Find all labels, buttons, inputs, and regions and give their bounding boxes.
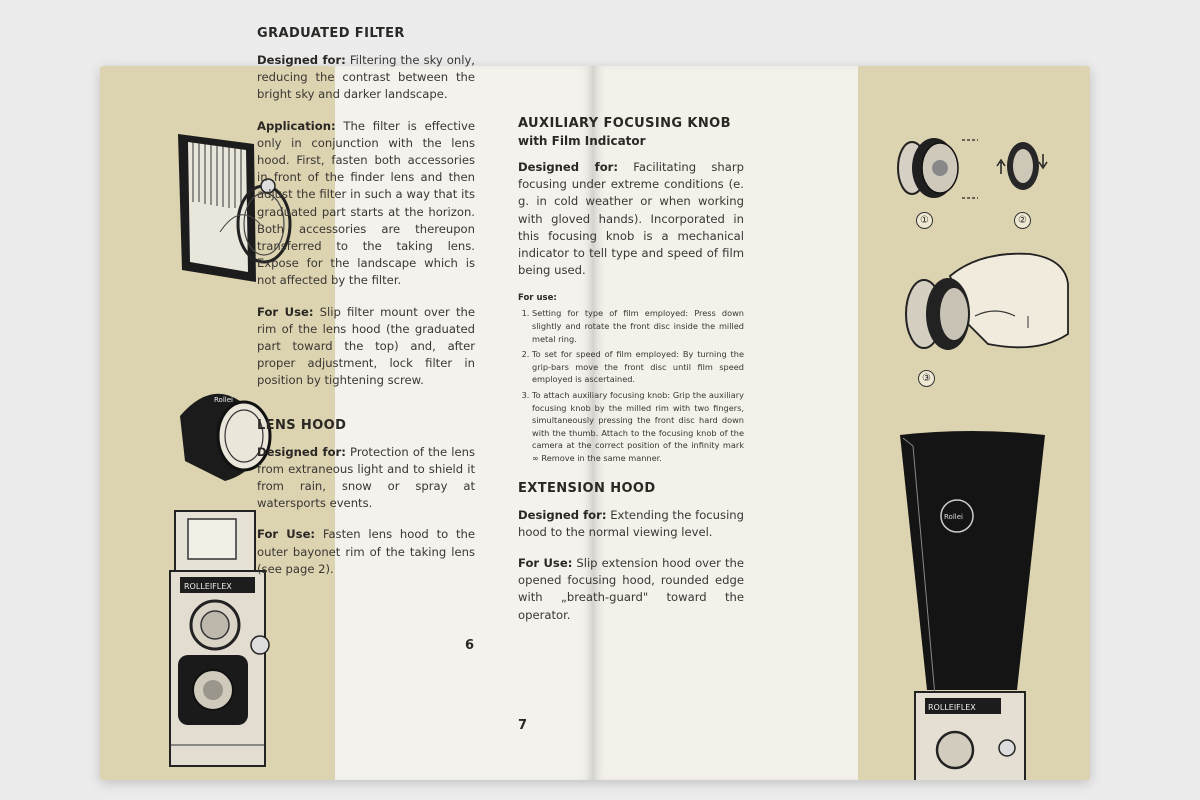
foruse-label: For Use: [257,527,316,542]
focusing-knob-designed [518,159,744,279]
designed-text: Filtering the sky only, reducing the contrast between the bright sky and darker landscape. [257,53,475,102]
graduated-filter-designed [257,52,475,104]
lens-hood-heading: LENS HOOD [257,417,347,433]
step-marker-3: ③ [918,370,935,387]
page-number-6: 6 [465,638,475,653]
step-item: 2. To set for speed of film employed: By turning the grip-bars move the front disc until film speed employed is ascertained. [532,348,744,386]
camera-brand-plate-2: ROLLEIFLEX [928,703,976,712]
graduated-filter-heading: GRADUATED FILTER [257,26,405,41]
focusing-knob-hand-illustration [880,246,1070,366]
foruse-text: Fasten lens hood to the outer bayonet rim of the taking lens (see page 2). [257,527,475,576]
designed-label: Designed for: [518,507,607,522]
extension-hood-designed [518,507,744,541]
camera-brand-plate: ROLLEIFLEX [184,582,232,591]
foruse-label: For Use: [518,555,573,570]
focusing-knob-subtitle: with Film Indicator [518,134,646,148]
focusing-knob-step2-illustration [995,134,1055,204]
step-item: 1. Setting for type of film employed: Press down slightly and rotate the front disc inside the milled metal ring. [532,307,744,345]
extension-hood-heading: EXTENSION HOOD [518,480,656,496]
application-text: The filter is effective only in conjunction with the lens hood. First, fasten both accessories in front of the finder lens and then adjust the filter in such a way that its graduated part starts at the horizon. Both accessories are thereupon transferred to the taking lens. Expose for the landscape which is not affected by the filter. [257,118,475,288]
step-marker-2: ② [1014,212,1031,229]
extension-hood-foruse [518,555,744,624]
lens-hood-designed [257,444,475,513]
focusing-knob-foruse-heading: For use: [518,293,557,304]
foruse-text: Slip extension hood over the opened focusing hood, rounded edge with „breath-guard" toward the operator. [518,555,744,622]
step-item: 3. To attach auxiliary focusing knob: Grip the auxiliary focusing knob by the milled rim with two fingers, simultaneously pressing the front disc hard down with the thumb. Attach to the focusing knob of the camera at the correct position of the infinity mark ∞ Remove in the same manner. [532,389,744,465]
designed-text: Extending the focusing hood to the normal viewing level. [518,507,744,539]
graduated-filter-application [257,118,475,290]
designed-label: Designed for: [257,53,346,67]
lens-hood-foruse [257,526,475,578]
designed-text: Facilitating sharp focusing under extreme conditions (e. g. in cold weather or when working with gloved hands). Incorporated in this focusing knob is a mechanical indicator to tell type and speed of film being used. [518,160,744,278]
hood-logo-text: Rollei [214,396,233,404]
graduated-filter-foruse [257,304,475,390]
application-label: Application: [257,118,336,133]
focusing-knob-step1-illustration [882,128,982,223]
page-7-text [518,116,744,638]
page-6-text [257,26,475,592]
foruse-label: For Use: [257,304,314,319]
focusing-knob-heading: AUXILIARY FOCUSING KNOB [518,116,731,131]
designed-label: Designed for: [518,160,619,174]
hood-logo: Rollei [944,513,963,521]
extension-hood-illustration [895,430,1050,780]
foruse-text: Slip filter mount over the rim of the lens hood (the graduated part toward the top) and, after proper adjustment, lock filter in position by tightening screw. [257,304,475,388]
designed-text: Protection of the lens from extraneous light and to shield it from rain, snow or spray at watersports events. [257,444,475,511]
focusing-knob-steps [518,307,744,464]
designed-label: Designed for: [257,444,346,459]
page-number-7: 7 [518,718,528,733]
step-marker-1: ① [916,212,933,229]
